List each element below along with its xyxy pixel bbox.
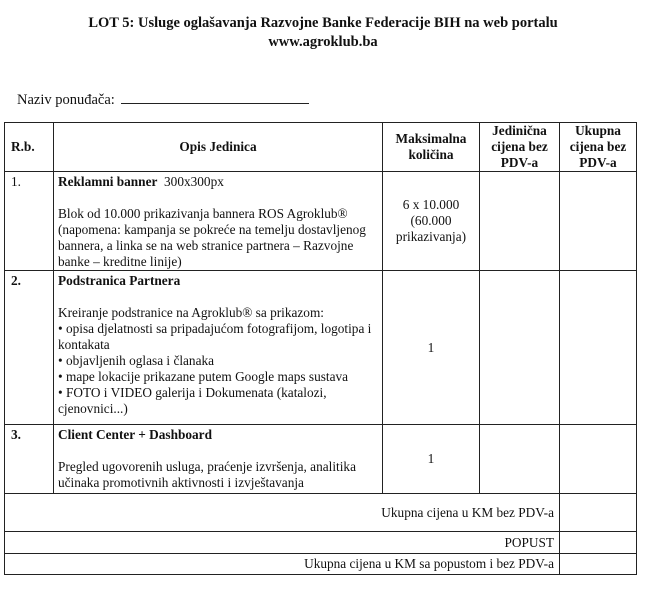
total-price-cell[interactable] bbox=[560, 271, 637, 425]
row-number: 2. bbox=[5, 271, 54, 425]
summary-row-total bbox=[5, 494, 637, 532]
summary-row-discount bbox=[5, 532, 637, 554]
header-rb: R.b. bbox=[5, 123, 54, 172]
table-row bbox=[5, 425, 637, 494]
item-description-cell bbox=[54, 425, 383, 494]
item-spec: 300x300px bbox=[164, 174, 224, 189]
total-label: Ukupna cijena u KM bez PDV-a bbox=[5, 494, 560, 532]
price-table bbox=[4, 122, 637, 575]
total-discount-value-cell[interactable] bbox=[560, 554, 637, 575]
item-quantity: 6 x 10.000 (60.000 prikazivanja) bbox=[383, 172, 480, 271]
item-bullet: • FOTO i VIDEO galerija i Dokumenata (katalozi, cjenovnici...) bbox=[58, 385, 327, 416]
item-bullet: • objavljenih oglasa i članaka bbox=[58, 353, 215, 368]
title-line-2: www.agroklub.ba bbox=[268, 34, 378, 50]
header-jedinicna-cijena: Jedinična cijena bez PDV-a bbox=[480, 123, 560, 172]
item-description-intro: Kreiranje podstranice na Agroklub® sa prikazom: bbox=[58, 305, 324, 320]
item-bullet: • opisa djelatnosti sa pripadajućom fotografijom, logotipa i kontakata bbox=[58, 321, 372, 352]
item-description: Pregled ugovorenih usluga, praćenje izvršenja, analitika učinaka promotivnih aktivnosti i izvještavanja bbox=[58, 459, 356, 490]
discount-value-cell[interactable] bbox=[560, 532, 637, 554]
bidder-blank-line[interactable] bbox=[121, 91, 309, 104]
item-quantity: 1 bbox=[383, 271, 480, 425]
item-quantity: 1 bbox=[383, 425, 480, 494]
item-name: Podstranica Partnera bbox=[58, 273, 181, 288]
header-opis: Opis Jedinica bbox=[54, 123, 383, 172]
table-row bbox=[5, 271, 637, 425]
unit-price-cell[interactable] bbox=[480, 425, 560, 494]
total-value-cell[interactable] bbox=[560, 494, 637, 532]
row-number: 1. bbox=[5, 172, 54, 271]
table-row bbox=[5, 172, 637, 271]
total-price-cell[interactable] bbox=[560, 172, 637, 271]
row-number: 3. bbox=[5, 425, 54, 494]
item-name: Client Center + Dashboard bbox=[58, 427, 212, 442]
bidder-label: Naziv ponuđača: bbox=[17, 92, 115, 108]
item-description-cell bbox=[54, 271, 383, 425]
table-header-row bbox=[5, 123, 637, 172]
item-description: Blok od 10.000 prikazivanja bannera ROS Agroklub® (napomena: kampanja se pokreće na temelju dostavljenog bannera, a linka se na web stranice partnera – Razvojne banke – kreditne linije) bbox=[58, 206, 366, 269]
bidder-name-field[interactable] bbox=[17, 91, 309, 109]
discount-label: POPUST bbox=[5, 532, 560, 554]
total-price-cell[interactable] bbox=[560, 425, 637, 494]
title-line-1: LOT 5: Usluge oglašavanja Razvojne Banke Federacije BIH na web portalu bbox=[88, 15, 558, 31]
document-title bbox=[0, 14, 646, 52]
header-max-kolicina: Maksimalna količina bbox=[383, 123, 480, 172]
unit-price-cell[interactable] bbox=[480, 172, 560, 271]
total-discount-label: Ukupna cijena u KM sa popustom i bez PDV-a bbox=[5, 554, 560, 575]
header-ukupna-cijena: Ukupna cijena bez PDV-a bbox=[560, 123, 637, 172]
item-description-cell bbox=[54, 172, 383, 271]
item-bullet: • mape lokacije prikazane putem Google maps sustava bbox=[58, 369, 349, 384]
summary-row-total-discount bbox=[5, 554, 637, 575]
item-name: Reklamni banner bbox=[58, 174, 158, 189]
unit-price-cell[interactable] bbox=[480, 271, 560, 425]
